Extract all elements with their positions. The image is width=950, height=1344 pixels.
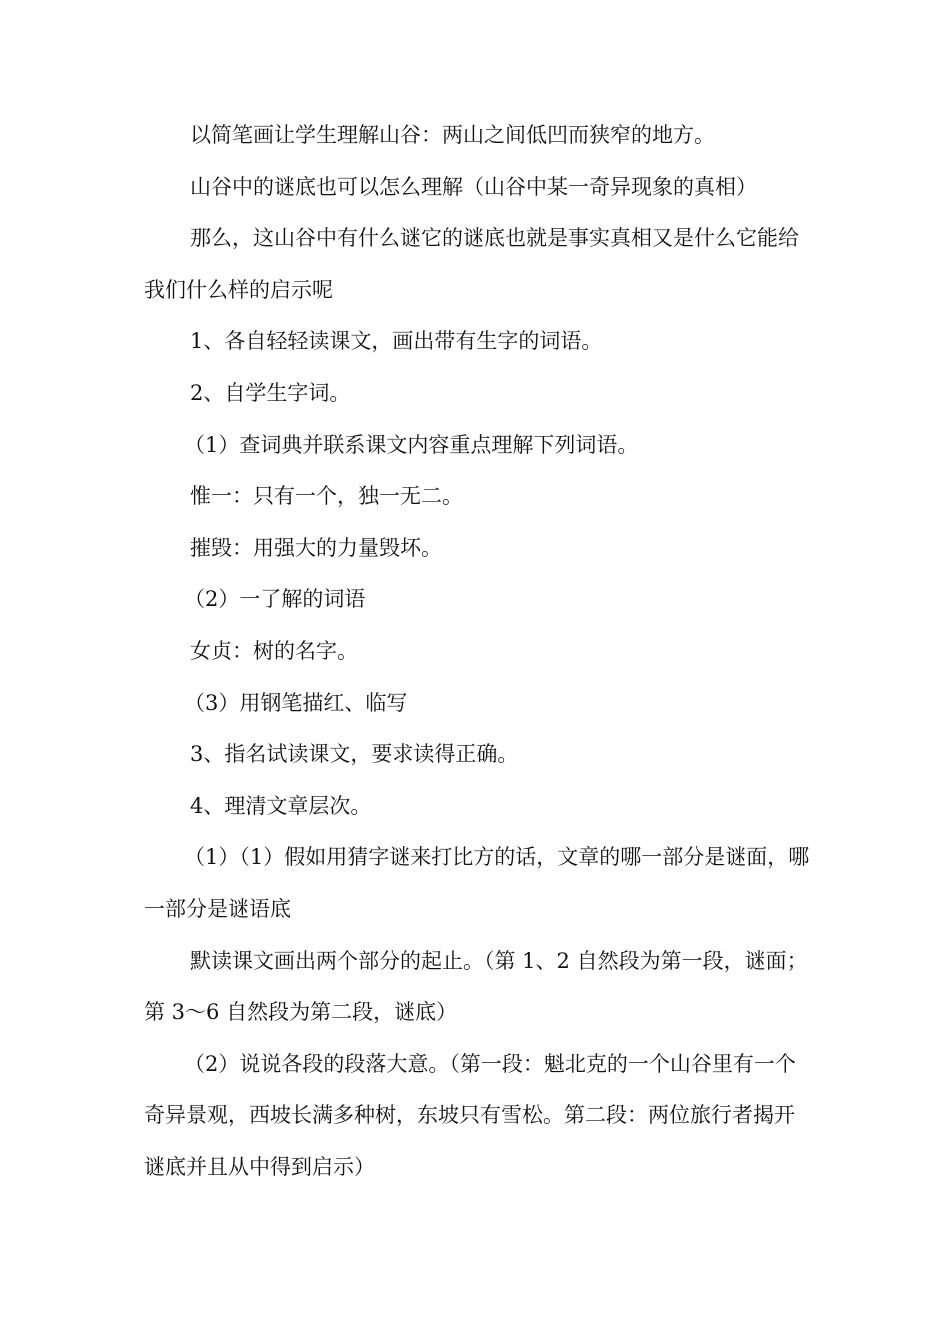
paragraph: （2）一了解的词语 — [184, 587, 366, 612]
paragraph: 默读课文画出两个部分的起止。（第 1、2 自然段为第一段，谜面；第 3～6 自然段为第二段，谜底） — [144, 948, 808, 1025]
document-body — [144, 110, 810, 1193]
paragraph: 山谷中的谜底也可以怎么理解（山谷中某一奇异现象的真相） — [190, 174, 757, 199]
paragraph: 摧毁：用强大的力量毁坏。 — [190, 535, 442, 560]
paragraph: （1）查词典并联系课文内容重点理解下列词语。 — [184, 432, 639, 457]
paragraph: 2、自学生字词。 — [190, 380, 351, 405]
paragraph: （1）（1）假如用猜字谜来打比方的话，文章的哪一部分是谜面，哪一部分是谜语底 — [144, 845, 810, 921]
paragraph: 惟一：只有一个，独一无二。 — [190, 484, 463, 509]
paragraph: 以简笔画让学生理解山谷：两山之间低凹而狭窄的地方。 — [190, 123, 715, 147]
paragraph: （2）说说各段的段落大意。（第一段：魁北克的一个山谷里有一个奇异景观，西坡长满多种树，东坡只有雪松。第二段：两位旅行者揭开谜底并且从中得到启示） — [144, 1051, 796, 1179]
paragraph: （3）用钢笔描红、临写 — [184, 690, 408, 715]
paragraph: 4、理清文章层次。 — [190, 793, 372, 818]
paragraph: 3、指名试读课文，要求读得正确。 — [190, 742, 519, 767]
paragraph: 1、各自轻轻读课文，画出带有生字的词语。 — [190, 329, 603, 354]
paragraph: 女贞：树的名字。 — [190, 638, 358, 663]
paragraph: 那么，这山谷中有什么谜它的谜底也就是事实真相又是什么它能给我们什么样的启示呢 — [144, 226, 799, 302]
